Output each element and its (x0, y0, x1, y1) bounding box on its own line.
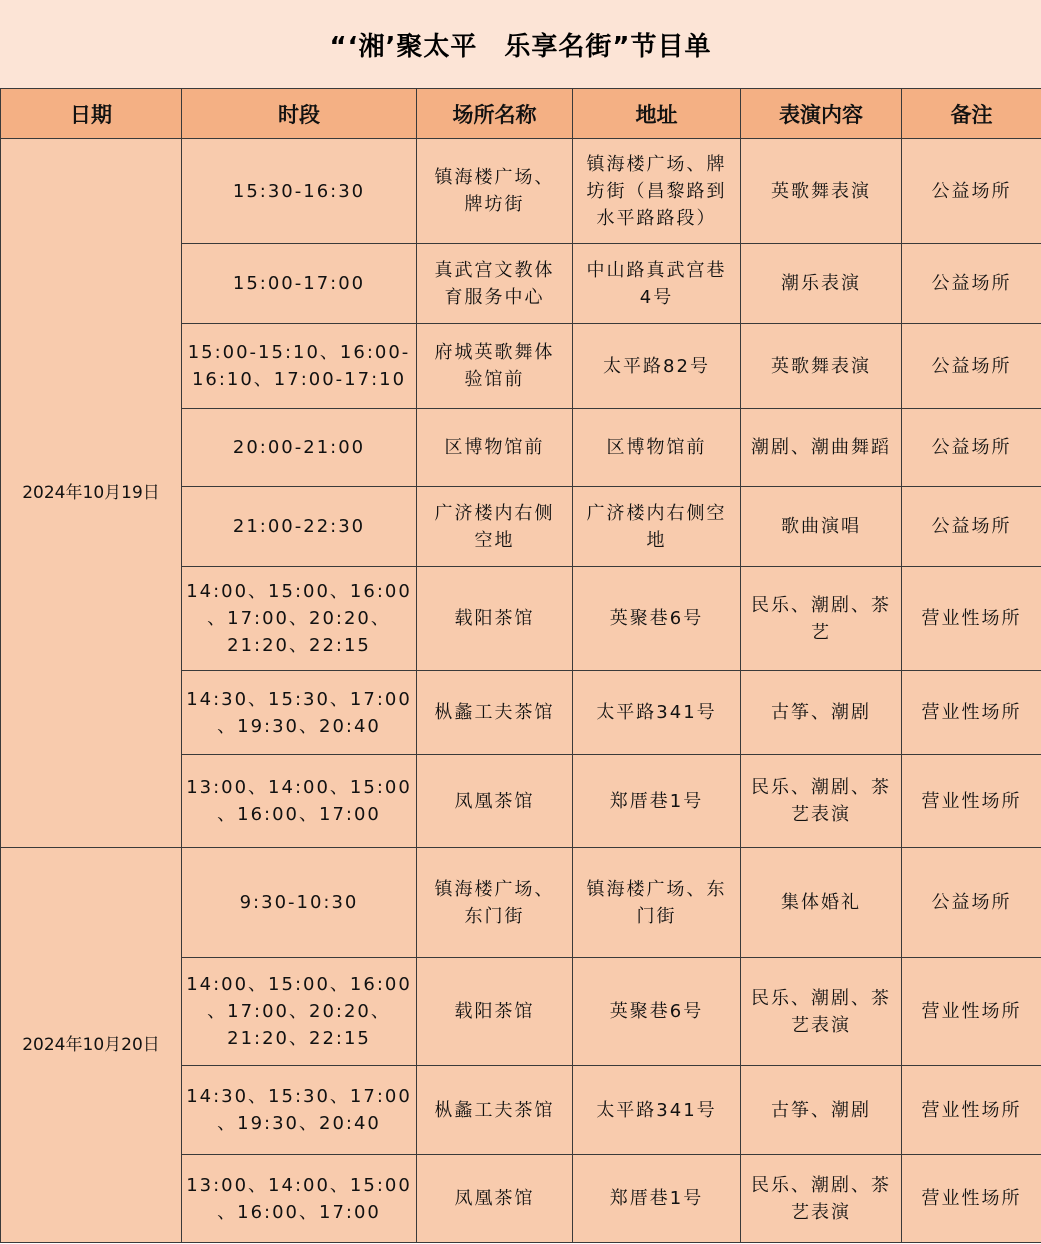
address-cell-line: 区博物馆前 (606, 437, 707, 458)
address-cell-line: 郑厝巷1号 (609, 790, 704, 812)
time-cell-line: 15:00-17:00 (232, 273, 366, 294)
address-cell-line: 英聚巷6号 (609, 1001, 704, 1022)
venue-cell (417, 958, 573, 1066)
performance-cell-line: 古筝、潮剧 (771, 702, 871, 723)
address-cell-line: 英聚巷6号 (609, 608, 704, 629)
performance-cell (741, 1155, 902, 1243)
address-cell (573, 671, 741, 755)
venue-cell-line: 东门街 (464, 905, 525, 927)
address-cell (573, 409, 741, 487)
table-body (1, 139, 1041, 1243)
venue-cell-line: 验馆前 (464, 369, 525, 390)
venue-cell-line: 区博物馆前 (444, 437, 545, 458)
table-row (1, 139, 1041, 244)
address-cell (573, 139, 741, 244)
title-bar (0, 0, 1041, 88)
date-cell: 2024年10月19日 (1, 139, 182, 848)
venue-cell (417, 1155, 573, 1243)
remark-cell: 公益场所 (902, 848, 1041, 958)
address-cell (573, 487, 741, 567)
venue-cell (417, 324, 573, 409)
time-cell-line: 、16:00、17:00 (217, 1201, 381, 1223)
performance-cell-line: 集体婚礼 (781, 892, 861, 913)
performance-cell-line: 民乐、潮剧、茶 (751, 987, 891, 1009)
time-cell (182, 671, 417, 755)
time-cell-line: 21:20、22:15 (227, 1028, 371, 1049)
performance-cell-line: 民乐、潮剧、茶 (751, 594, 891, 616)
time-cell-line: 13:00、14:00、15:00 (186, 777, 412, 798)
time-cell (182, 487, 417, 567)
address-cell-line: 镇海楼广场、牌 (586, 153, 727, 175)
venue-cell-line: 镇海楼广场、 (434, 167, 555, 188)
date-cell: 2024年10月20日 (1, 848, 182, 1243)
header-venue: 场所名称 (417, 89, 573, 139)
time-cell-line: 9:30-10:30 (239, 892, 359, 913)
performance-cell (741, 567, 902, 671)
performance-cell-line: 艺表演 (791, 1201, 851, 1223)
address-cell-line: 水平路路段） (596, 207, 717, 229)
address-cell-line: 太平路341号 (596, 1099, 717, 1121)
performance-cell (741, 244, 902, 324)
time-cell-line: 14:30、15:30、17:00 (186, 688, 412, 710)
performance-cell-line: 艺表演 (791, 804, 851, 825)
performance-cell (741, 139, 902, 244)
address-cell (573, 244, 741, 324)
venue-cell (417, 671, 573, 755)
performance-cell-line: 民乐、潮剧、茶 (751, 777, 891, 798)
performance-cell (741, 409, 902, 487)
time-cell-line: 14:30、15:30、17:00 (186, 1086, 412, 1107)
program-table (0, 88, 1041, 1243)
performance-cell-line: 英歌舞表演 (771, 180, 871, 202)
time-cell-line: 、16:00、17:00 (217, 804, 381, 825)
venue-cell-line: 空地 (474, 529, 515, 551)
venue-cell-line: 牌坊街 (464, 194, 525, 215)
remark-cell: 公益场所 (902, 139, 1041, 244)
remark-cell: 公益场所 (902, 324, 1041, 409)
venue-cell (417, 487, 573, 567)
address-cell (573, 567, 741, 671)
time-cell-line: 、17:00、20:20、 (207, 1001, 391, 1022)
time-cell-line: 14:00、15:00、16:00 (186, 974, 412, 995)
address-cell-line: 广济楼内右侧空 (586, 502, 727, 524)
time-cell (182, 848, 417, 958)
venue-cell (417, 409, 573, 487)
address-cell (573, 958, 741, 1066)
time-cell-line: 13:00、14:00、15:00 (186, 1174, 412, 1196)
time-cell (182, 755, 417, 848)
performance-cell-line: 潮乐表演 (781, 273, 861, 294)
remark-cell: 公益场所 (902, 409, 1041, 487)
remark-cell: 公益场所 (902, 487, 1041, 567)
address-cell (573, 755, 741, 848)
performance-cell-line: 潮剧、潮曲舞蹈 (751, 437, 891, 458)
address-cell-line: 4号 (639, 286, 674, 308)
remark-cell: 营业性场所 (902, 1155, 1041, 1243)
venue-cell-line: 府城英歌舞体 (434, 342, 555, 363)
header-remark: 备注 (902, 89, 1041, 139)
header-performance: 表演内容 (741, 89, 902, 139)
time-cell (182, 1066, 417, 1155)
venue-cell (417, 1066, 573, 1155)
performance-cell (741, 324, 902, 409)
performance-cell-line: 英歌舞表演 (771, 355, 871, 377)
address-cell-line: 太平路341号 (596, 702, 717, 723)
performance-cell (741, 755, 902, 848)
time-cell-line: 16:10、17:00-17:10 (191, 369, 407, 390)
venue-cell-line: 载阳茶馆 (454, 1001, 535, 1022)
venue-cell-line: 广济楼内右侧 (434, 502, 555, 524)
address-cell-line: 中山路真武宫巷 (586, 259, 727, 281)
address-cell (573, 1066, 741, 1155)
address-cell (573, 848, 741, 958)
performance-cell-line: 民乐、潮剧、茶 (751, 1174, 891, 1196)
page-title: “‘湘’聚太平 乐享名街”节目单 (329, 31, 712, 62)
header-address: 地址 (573, 89, 741, 139)
time-cell-line: 21:20、22:15 (227, 635, 371, 656)
remark-cell: 营业性场所 (902, 1066, 1041, 1155)
time-cell-line: 、19:30、20:40 (217, 715, 381, 737)
address-cell (573, 324, 741, 409)
time-cell (182, 409, 417, 487)
time-cell (182, 567, 417, 671)
header-time: 时段 (182, 89, 417, 139)
performance-cell-line: 艺 (811, 621, 831, 643)
header-date: 日期 (1, 89, 182, 139)
venue-cell-line: 载阳茶馆 (454, 608, 535, 629)
time-cell-line: 、17:00、20:20、 (207, 608, 391, 629)
time-cell (182, 324, 417, 409)
remark-cell: 营业性场所 (902, 958, 1041, 1066)
time-cell-line: 20:00-21:00 (232, 437, 366, 458)
performance-cell (741, 1066, 902, 1155)
time-cell (182, 1155, 417, 1243)
performance-cell (741, 487, 902, 567)
time-cell (182, 139, 417, 244)
time-cell-line: 14:00、15:00、16:00 (186, 581, 412, 602)
remark-cell: 营业性场所 (902, 671, 1041, 755)
table-row (1, 848, 1041, 958)
venue-cell (417, 567, 573, 671)
remark-cell: 营业性场所 (902, 755, 1041, 848)
venue-cell (417, 848, 573, 958)
venue-cell (417, 755, 573, 848)
address-cell-line: 郑厝巷1号 (609, 1188, 704, 1209)
time-cell (182, 958, 417, 1066)
performance-cell (741, 671, 902, 755)
venue-cell-line: 枞蠡工夫茶馆 (434, 702, 555, 723)
venue-cell-line: 育服务中心 (444, 286, 545, 308)
address-cell-line: 坊街（昌黎路到 (586, 180, 727, 202)
venue-cell-line: 枞蠡工夫茶馆 (434, 1099, 555, 1121)
address-cell-line: 地 (646, 529, 667, 551)
performance-cell-line: 古筝、潮剧 (771, 1099, 871, 1121)
venue-cell-line: 真武宫文教体 (434, 259, 555, 281)
remark-cell: 营业性场所 (902, 567, 1041, 671)
performance-cell (741, 848, 902, 958)
time-cell-line: 、19:30、20:40 (217, 1113, 381, 1134)
time-cell-line: 21:00-22:30 (232, 516, 366, 537)
header-row (1, 89, 1041, 139)
venue-cell-line: 镇海楼广场、 (434, 878, 555, 900)
time-cell (182, 244, 417, 324)
remark-cell: 公益场所 (902, 244, 1041, 324)
address-cell-line: 镇海楼广场、东 (586, 878, 727, 900)
address-cell (573, 1155, 741, 1243)
time-cell-line: 15:30-16:30 (232, 180, 366, 202)
venue-cell-line: 凤凰茶馆 (454, 790, 535, 812)
performance-cell-line: 歌曲演唱 (781, 516, 861, 537)
venue-cell (417, 244, 573, 324)
performance-cell-line: 艺表演 (791, 1014, 851, 1036)
address-cell-line: 门街 (636, 905, 677, 927)
time-cell-line: 15:00-15:10、16:00- (187, 342, 411, 363)
performance-cell (741, 958, 902, 1066)
venue-cell (417, 139, 573, 244)
venue-cell-line: 凤凰茶馆 (454, 1188, 535, 1209)
address-cell-line: 太平路82号 (603, 355, 710, 377)
